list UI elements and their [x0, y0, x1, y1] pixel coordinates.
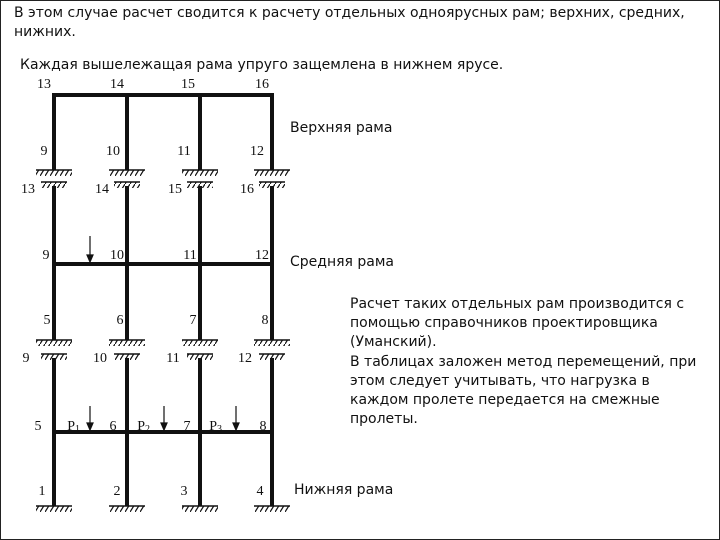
- fixed-support-icon: [41, 182, 67, 188]
- node-label: 5: [43, 313, 51, 328]
- description-paragraph: В таблицах заложен метод перемещений, при этом следует учитывать, что нагрузка в каждом пролете передается на смежные пролеты.: [350, 354, 697, 427]
- node-label: 6: [109, 419, 117, 434]
- node-label: 10: [106, 144, 120, 159]
- middle-frame-label: Средняя рама: [290, 254, 395, 270]
- node-label: 8: [259, 419, 267, 434]
- fixed-support-icon: [187, 354, 213, 360]
- node-label: 14: [110, 77, 124, 92]
- fixed-support-icon: [182, 340, 218, 346]
- fixed-support-icon: [182, 506, 218, 512]
- fixed-support-icon: [41, 354, 67, 360]
- fixed-support-icon: [36, 340, 72, 346]
- fixed-support-icon: [254, 340, 290, 346]
- fixed-support-icon: [114, 182, 140, 188]
- node-label: 9: [40, 144, 48, 159]
- node-label: 2: [113, 484, 121, 499]
- fixed-support-icon: [182, 170, 218, 176]
- node-label: 13: [37, 77, 51, 92]
- load-label: P2: [137, 419, 150, 435]
- node-label: 12: [250, 144, 264, 159]
- load-arrow-icon: [87, 236, 93, 262]
- node-label: 12: [238, 351, 252, 366]
- load-label: P3: [209, 419, 222, 435]
- load-arrow-icon: [161, 406, 167, 430]
- node-label: 9: [42, 248, 50, 263]
- node-label: 11: [183, 248, 197, 263]
- fixed-support-icon: [36, 506, 72, 512]
- fixed-support-icon: [254, 506, 290, 512]
- load-label: P1: [67, 419, 80, 435]
- load-arrow-icon: [87, 406, 93, 430]
- node-label: 15: [168, 182, 182, 197]
- fixed-support-icon: [259, 182, 285, 188]
- node-label: 10: [93, 351, 107, 366]
- fixed-support-icon: [187, 182, 213, 188]
- node-label: 3: [180, 484, 188, 499]
- node-label: 16: [255, 77, 269, 92]
- lower-frame-label: Нижняя рама: [294, 482, 394, 498]
- node-label: 9: [22, 351, 30, 366]
- fixed-support-icon: [114, 354, 140, 360]
- node-label: 10: [110, 248, 124, 263]
- description-paragraph: Расчет таких отдельных рам производится с помощью справочников проектировщика (Уманский).: [350, 296, 685, 350]
- node-label: 14: [95, 182, 109, 197]
- node-label: 6: [116, 313, 124, 328]
- node-label: 7: [183, 419, 191, 434]
- load-arrow-icon: [233, 406, 239, 430]
- node-label: 5: [34, 419, 42, 434]
- note-text: Каждая вышележащая рама упруго защемлена в нижнем ярусе.: [20, 57, 504, 73]
- upper-frame-label: Верхняя рама: [290, 120, 393, 136]
- node-label: 7: [189, 313, 197, 328]
- node-label: 8: [261, 313, 269, 328]
- node-label: 12: [255, 248, 269, 263]
- intro-text: В этом случае расчет сводится к расчету отдельных одноярусных рам; верхних, средних, нижних.: [14, 5, 685, 40]
- node-label: 16: [240, 182, 254, 197]
- fixed-support-icon: [109, 170, 145, 176]
- fixed-support-icon: [254, 170, 290, 176]
- fixed-support-icon: [109, 340, 145, 346]
- node-label: 4: [256, 484, 264, 499]
- node-label: 11: [177, 144, 191, 159]
- node-label: 1: [38, 484, 46, 499]
- node-label: 11: [166, 351, 180, 366]
- node-label: 13: [21, 182, 35, 197]
- description: [350, 295, 700, 430]
- fixed-support-icon: [259, 354, 285, 360]
- fixed-support-icon: [36, 170, 72, 176]
- node-label: 15: [181, 77, 195, 92]
- fixed-support-icon: [109, 506, 145, 512]
